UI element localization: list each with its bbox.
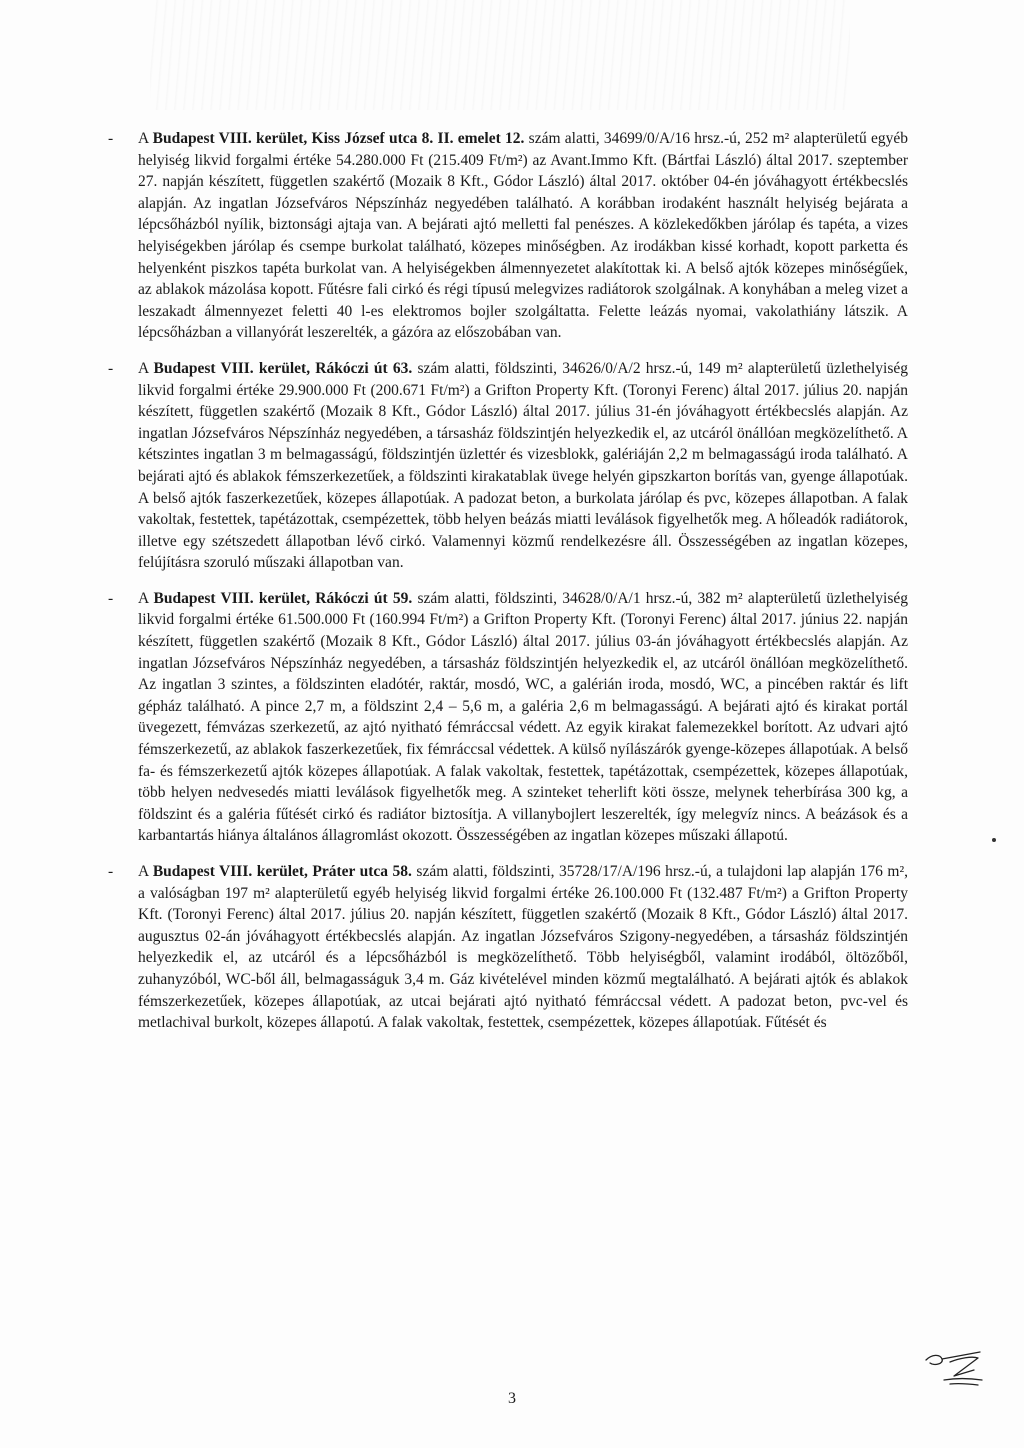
property-address: Budapest VIII. kerület, Rákóczi út 63.	[153, 359, 413, 377]
page-number: 3	[508, 1390, 516, 1407]
entry-text: A Budapest VIII. kerület, Kiss József utca 8. II. emelet 12. szám alatti, 34699/0/A/16 hrsz.-ú, 252 m² alapterületű egyéb helyiség likvid forgalmi értéke 54.280.000 Ft (215.409 Ft/m²) az Avant.Immo Kft. (Bártfai László) által 2017. szeptember 27. napján készített, független szakértő (Mozaik 8 Kft., Gódor László) által 2017. október 04-én jóváhagyott értékbecslés alapján. Az ingatlan Józsefváros Népszínház negyedében található. A korábban irodaként használt helyiség bejárata a lépcsőházból nyílik, biztonsági ajtaja van. A bejárati ajtó melletti fal penészes. A közlekedőkben járólap és tapéta, a vizes helyiségekben járólap és csempe burkolat található, közepes minőségben. Az irodákban kissé korhadt, kopott parketta és helyenként piszkos tapéta burkolat van. A helyiségekben álmennyezetet alakítottak ki. A belső ajtók közepes minőségűek, az ablakok mázolása kopott. Fűtésre fali cirkó és régi típusú melegvizes radiátorok szolgálnak. A konyhában a meleg vizet a leszakadt álmennyezet feletti 40 l-es elektromos bojler szolgáltatta. Felette leázás nyomai, vakolathiány látszik. A lépcsőházban a villanyórát leszerelték, a gázóra az előszobában van.	[138, 130, 908, 342]
property-address: Budapest VIII. kerület, Kiss József utca 8. II. emelet 12.	[152, 130, 525, 147]
document-body	[108, 128, 908, 1048]
list-bullet: -	[108, 589, 114, 607]
property-entry-1	[108, 128, 908, 344]
property-entry-4	[108, 861, 908, 1034]
handwritten-signature-icon	[920, 1340, 990, 1390]
list-bullet: -	[108, 359, 114, 377]
property-address: Budapest VIII. kerület, Rákóczi út 59.	[153, 589, 413, 607]
scan-dot	[992, 838, 996, 842]
entry-text: A Budapest VIII. kerület, Rákóczi út 59. szám alatti, földszinti, 34628/0/A/1 hrsz.-ú, 382 m² alapterületű üzlethelyiség likvid forgalmi értéke 61.500.000 Ft (160.994 Ft/m²) a Grifton Property Kft. (Toronyi Ferenc) által 2017. június 22. napján készített, független szakértő (Mozaik 8 Kft., Gódor László) által 2017. július 03-án jóváhagyott értékbecslés alapján. Az ingatlan Józsefváros Népszínház negyedében, a társasház földszintjén helyezkedik el, az utcáról önállóan megközelíthető. Az ingatlan 3 szintes, a földszinten eladótér, raktár, mosdó, WC, a galérián iroda, mosdó, WC, a pincében raktár és lift gépház található. A pince 2,7 m, a földszint 2,4 – 5,6 m, a galéria 2,6 m belmagasságú. A bejárati ajtó és kirakat portál üvegezett, fémvázas szerkezetű, az ajtó nyitható fémráccsal védett. Az egyik kirakat falemezekkel borított. Az udvari ajtó fémszerkezetű, az ablakok faszerkezetűek, fix fémráccsal védettek. A külső nyílászárók gyenge-közepes állapotúak. A belső fa- és fémszerkezetű ajtók közepes állapotúak. A falak vakoltak, festettek, tapétázottak, csempézettek, közepes állapotúak, több helyen nedvesedés miatti leválások figyelhetők meg. A szinteket teherlift köti össze, melynek teherbírása 300 kg, a földszint és a galéria fűtését cirkó és radiátor biztosítja. A villanybojlert leszerelték, így melegvíz nincs. A beázások és a karbantartás hiánya általános állagromlást okozott. Összességében az ingatlan közepes műszaki állapotú.	[138, 589, 908, 845]
scan-artifact	[150, 0, 850, 110]
property-entry-3	[108, 588, 908, 847]
list-bullet: -	[108, 130, 114, 147]
entry-text: A Budapest VIII. kerület, Rákóczi út 63. szám alatti, földszinti, 34626/0/A/2 hrsz.-ú, 149 m² alapterületű üzlethelyiség likvid forgalmi értéke 29.900.000 Ft (200.671 Ft/m²) a Grifton Property Kft. (Toronyi Ferenc) által 2017. július 20. napján készített, független szakértő (Mozaik 8 Kft., Gódor László) által 2017. július 31-én jóváhagyott értékbecslés alapján. Az ingatlan Józsefváros Népszínház negyedében, a társasház földszintjén helyezkedik el, az utcáról önállóan megközelíthető. A kétszintes ingatlan 3 m belmagasságú, földszintjén üzlettér és vizesblokk, galériáján 2,2 m belmagasságú iroda található. A bejárati ajtó és ablakok fémszerkezetűek, a földszinti kirakatablak üvege helyén gipszkarton borítás van, gyenge állapotúak. A belső ajtók faszerkezetűek, közepes állapotúak. A padozat beton, a burkolata járólap és pvc, közepes állapotban. A falak vakoltak, festettek, tapétázottak, csempézettek, több helyen beázás miatti leválások figyelhetők meg. A hőleadók radiátorok, illetve egy szétszedett állapotban lévő cirkó. Valamennyi közmű rendelkezésre áll. Összességében az ingatlan közepes, felújításra szoruló műszaki állapotban van.	[138, 359, 908, 572]
entry-text: A Budapest VIII. kerület, Práter utca 58. szám alatti, földszinti, 35728/17/A/196 hrsz.-ú, a tulajdoni lap alapján 176 m², a valóságban 197 m² alapterületű egyéb helyiség likvid forgalmi értéke 26.100.000 Ft (132.487 Ft/m²) a Grifton Property Kft. (Toronyi Ferenc) által 2017. július 20. napján készített, független szakértő (Mozaik 8 Kft., Gódor László) által 2017. augusztus 02-án jóváhagyott értékbecslés alapján. Az ingatlan Józsefváros Szigony-negyedében, a társasház földszintjén helyezkedik el, az utcáról és a lépcsőházból is megközelíthető. Több helyiségből, valamint irodából, öltözőből, zuhanyzóból, WC-ből áll, belmagasságuk 3,4 m. Gáz kivételével minden közmű megtalálható. A bejárati ajtók és ablakok fémszerkezetűek, közepes állapotúak, az utcai bejárati ajtó nyitható fémráccsal védett. A padozat beton, pvc-vel és metlachival burkolt, közepes állapotú. A falak vakoltak, festettek, csempézettek, közepes állapotúak. Fűtését és	[138, 863, 909, 1032]
property-address: Budapest VIII. kerület, Práter utca 58.	[152, 863, 412, 880]
list-bullet: -	[108, 863, 114, 880]
property-entry-2	[108, 358, 908, 574]
